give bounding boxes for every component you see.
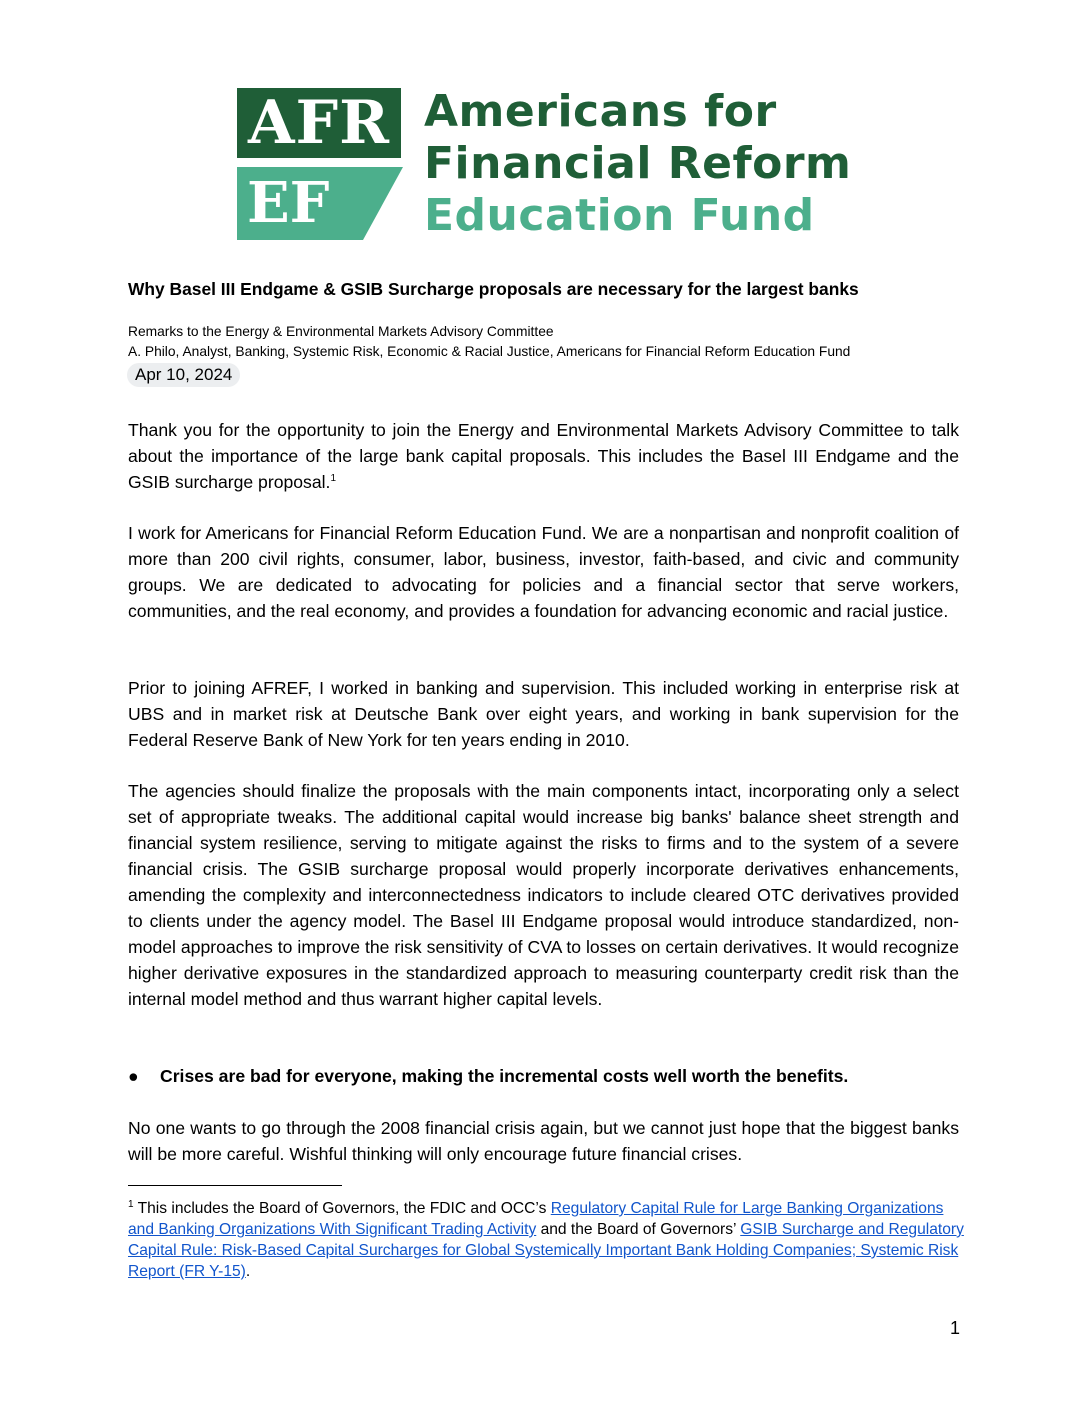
logo-line-3: Education Fund: [424, 190, 815, 241]
footnote-number: 1: [128, 1198, 134, 1210]
logo-line-2: Financial Reform: [424, 138, 852, 189]
date-chip[interactable]: Apr 10, 2024: [127, 363, 240, 387]
logo-afr-block: AFR: [237, 88, 401, 158]
author-line: A. Philo, Analyst, Banking, Systemic Risk, Economic & Racial Justice, Americans for Financial Reform Education Fund: [128, 344, 851, 359]
paragraph-about: I work for Americans for Financial Reform Education Fund. We are a nonpartisan and nonprofit coalition of more than 200 civil rights, consumer, labor, business, investor, faith-based, and civic and community groups. We are dedicated to advocating for policies and a financial sector that serve workers, communities, and the real economy, and provides a foundation for advancing economic and racial justice.: [128, 523, 959, 621]
bullet-heading: [128, 1063, 959, 1089]
logo-line-1: Americans for: [424, 86, 777, 137]
logo-mark: [237, 88, 403, 240]
remarks-line: Remarks to the Energy & Environmental Markets Advisory Committee: [128, 324, 554, 339]
footnote-text-a: This includes the Board of Governors, the FDIC and OCC’s: [133, 1200, 551, 1217]
footnote-link-capital-rule[interactable]: Regulatory Capital Rule for Large Banking Organizations and Banking Organizations With Significant Trading Activity: [128, 1200, 944, 1238]
logo-ef-text: EF: [247, 170, 330, 236]
paragraph-background: Prior to joining AFREF, I worked in banking and supervision. This included working in enterprise risk at UBS and in market risk at Deutsche Bank over eight years, and working in bank supervision for the Federal Reserve Bank of New York for ten years ending in 2010.: [128, 678, 959, 750]
footnote-link-gsib-surcharge[interactable]: GSIB Surcharge and Regulatory Capital Rule: Risk-Based Capital Surcharges for Global Systemically Important Bank Holding Companies; Systemic Risk Report (FR Y-15): [128, 1221, 964, 1280]
footnote-text-b: and the Board of Governors’: [536, 1221, 741, 1238]
page-number: 1: [949, 1318, 960, 1338]
bullet-text: Crises are bad for everyone, making the incremental costs well worth the benefits.: [160, 1066, 849, 1086]
paragraph-intro-text: Thank you for the opportunity to join the Energy and Environmental Markets Advisory Committee to talk about the importance of the large bank capital proposals. This includes the Basel III Endgame and the GSIB surcharge proposal.: [128, 420, 959, 492]
paragraph-crisis: No one wants to go through the 2008 financial crisis again, but we cannot just hope that the biggest banks will be more careful. Wishful thinking will only encourage future financial crises.: [128, 1118, 959, 1164]
footnote-ref[interactable]: 1: [330, 473, 336, 485]
document-title: Why Basel III Endgame & GSIB Surcharge proposals are necessary for the largest banks: [128, 279, 859, 299]
bullet-marker: ●: [128, 1066, 139, 1086]
afref-logo: [237, 86, 852, 243]
footnote-divider: [128, 1185, 342, 1186]
footnote: [128, 1198, 968, 1282]
paragraph-proposals: The agencies should finalize the proposals with the main components intact, incorporating only a select set of appropriate tweaks. The additional capital would increase big banks' balance sheet strength and financial system resilience, serving to mitigate against the risks to firms and to the system of a severe financial crisis. The GSIB surcharge proposal would properly incorporate derivatives enhancements, amending the complexity and interconnectedness indicators to include cleared OTC derivatives provided to clients under the agency model. The Basel III Endgame proposal would introduce standardized, non-model approaches to improve the risk sensitivity of CVA to losses on certain derivatives. It would recognize higher derivative exposures in the standardized approach to measuring counterparty credit risk than the internal model method and thus warrant higher capital levels.: [128, 781, 959, 1009]
logo-ef-block: [237, 167, 403, 240]
paragraph-intro: [128, 417, 959, 495]
footnote-text-c: .: [245, 1263, 251, 1280]
